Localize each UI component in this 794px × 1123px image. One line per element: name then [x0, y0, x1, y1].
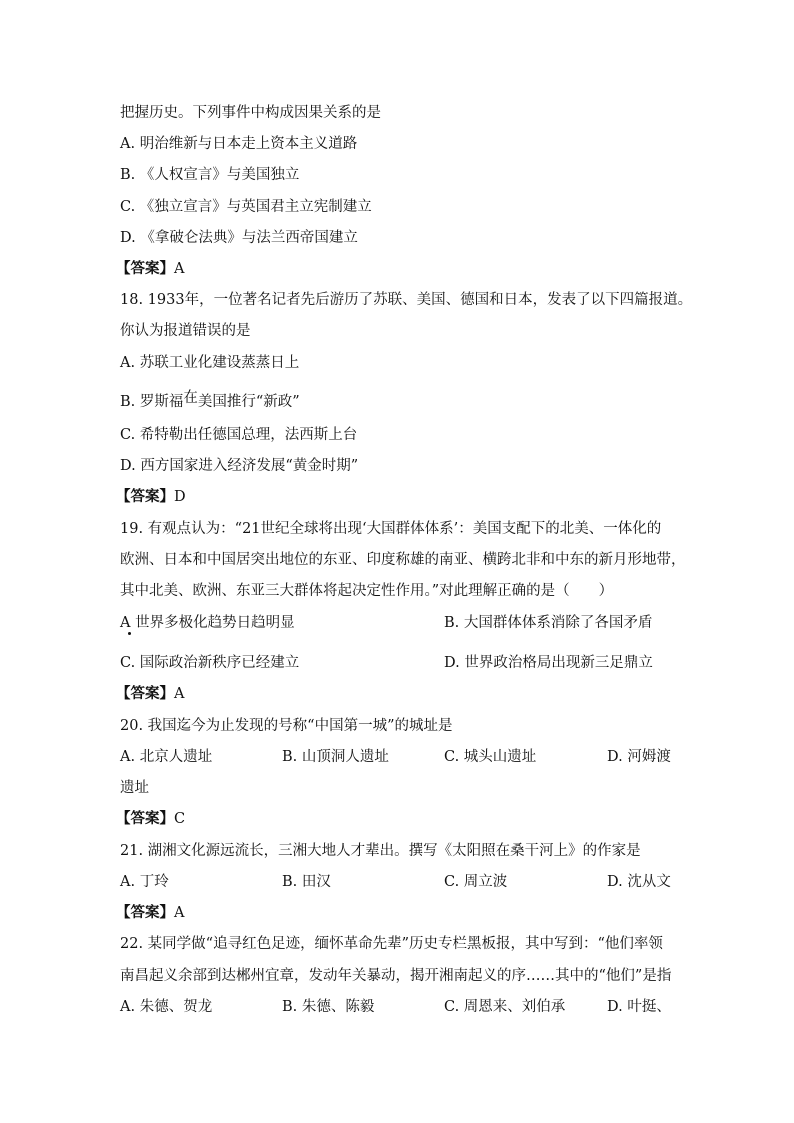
answer-label: 【答案】 — [116, 488, 174, 505]
q21-option-b: B. 田汉 — [282, 874, 331, 890]
q21-stem: 21. 湖湘文化源远流长，三湘大地人才辈出。撰写《太阳照在桑干河上》的作家是 — [120, 843, 641, 859]
q18-option-c: C. 希特勒出任德国总理，法西斯上台 — [120, 427, 358, 443]
q17-answer — [116, 260, 184, 278]
q18-answer — [116, 488, 186, 506]
q20-option-c: C. 城头山遗址 — [444, 749, 537, 765]
q17-option-c: C. 《独立宣言》与英国君主立宪制建立 — [120, 199, 372, 215]
q20-answer — [116, 810, 185, 828]
q19-option-a: A 世界多极化趋势日趋明显 — [120, 615, 295, 631]
q19-stem-line2: 欧洲、日本和中国居突出地位的东亚、印度称雄的南亚、横跨北非和中东的新月形地带， — [120, 552, 686, 568]
answer-label: 【答案】 — [116, 685, 174, 702]
q22-option-b: B. 朱德、陈毅 — [282, 999, 375, 1015]
answer-value: A — [174, 686, 185, 702]
q18-option-b-raised: 在 — [183, 390, 198, 406]
q20-option-d: D. 河姆渡 — [607, 749, 671, 765]
q19-answer — [116, 685, 184, 703]
answer-label: 【答案】 — [116, 260, 174, 277]
q21-answer — [116, 904, 184, 922]
q21-option-c: C. 周立波 — [444, 874, 508, 890]
answer-label: 【答案】 — [116, 810, 174, 827]
q17-stem: 把握历史。下列事件中构成因果关系的是 — [120, 105, 381, 121]
q22-option-c: C. 周恩来、刘伯承 — [444, 999, 566, 1015]
q20-stem: 20. 我国迄今为止发现的号称“中国第一城”的城址是 — [120, 718, 453, 734]
q18-option-a: A. 苏联工业化建设蒸蒸日上 — [120, 355, 300, 371]
q18-stem-line2: 你认为报道错误的是 — [120, 323, 251, 339]
q17-option-b: B. 《人权宣言》与美国独立 — [120, 167, 300, 183]
q20-option-b: B. 山顶洞人遗址 — [282, 749, 389, 765]
emphasis-dot — [128, 632, 131, 635]
q18-option-b-part2: 美国推行“新政” — [197, 394, 300, 410]
q19-option-c: C. 国际政治新秩序已经建立 — [120, 655, 300, 671]
answer-value: A — [174, 261, 185, 277]
q18-option-b-part1: B. 罗斯福 — [120, 394, 184, 410]
answer-value: A — [174, 905, 185, 921]
q19-stem-line1: 19. 有观点认为：“21世纪全球将出现‘大国群体体系’：美国支配下的北美、一体化的 — [120, 521, 662, 537]
q20-option-a: A. 北京人遗址 — [120, 749, 213, 765]
q18-option-b — [120, 390, 300, 411]
q19-stem-line3: 其中北美、欧洲、东亚三大群体将起决定性作用。”对此理解正确的是（ ） — [120, 583, 614, 599]
q22-stem-line2: 南昌起义余部到达郴州宜章，发动年关暴动，揭开湘南起义的序……其中的“他们”是指 — [120, 968, 672, 984]
q18-stem-line1: 18. 1933年，一位著名记者先后游历了苏联、美国、德国和日本，发表了以下四篇报道。 — [120, 292, 693, 308]
q18-option-d: D. 西方国家进入经济发展“黄金时期” — [120, 458, 359, 474]
q21-option-a: A. 丁玲 — [120, 874, 169, 890]
answer-value: D — [174, 489, 186, 505]
q17-option-d: D. 《拿破仑法典》与法兰西帝国建立 — [120, 230, 358, 246]
answer-value: C — [174, 811, 186, 827]
q19-option-d: D. 世界政治格局出现新三足鼎立 — [444, 655, 653, 671]
answer-label: 【答案】 — [116, 904, 174, 921]
q21-option-d: D. 沈从文 — [607, 874, 671, 890]
q22-option-d: D. 叶挺、 — [607, 999, 671, 1015]
q22-option-a: A. 朱德、贺龙 — [120, 999, 213, 1015]
q20-option-d-wrap: 遗址 — [120, 780, 149, 796]
q19-option-b: B. 大国群体体系消除了各国矛盾 — [444, 615, 653, 631]
q17-option-a: A. 明治维新与日本走上资本主义道路 — [120, 136, 358, 152]
q22-stem-line1: 22. 某同学做“追寻红色足迹，缅怀革命先辈”历史专栏黑板报，其中写到：“他们率领 — [120, 936, 663, 952]
